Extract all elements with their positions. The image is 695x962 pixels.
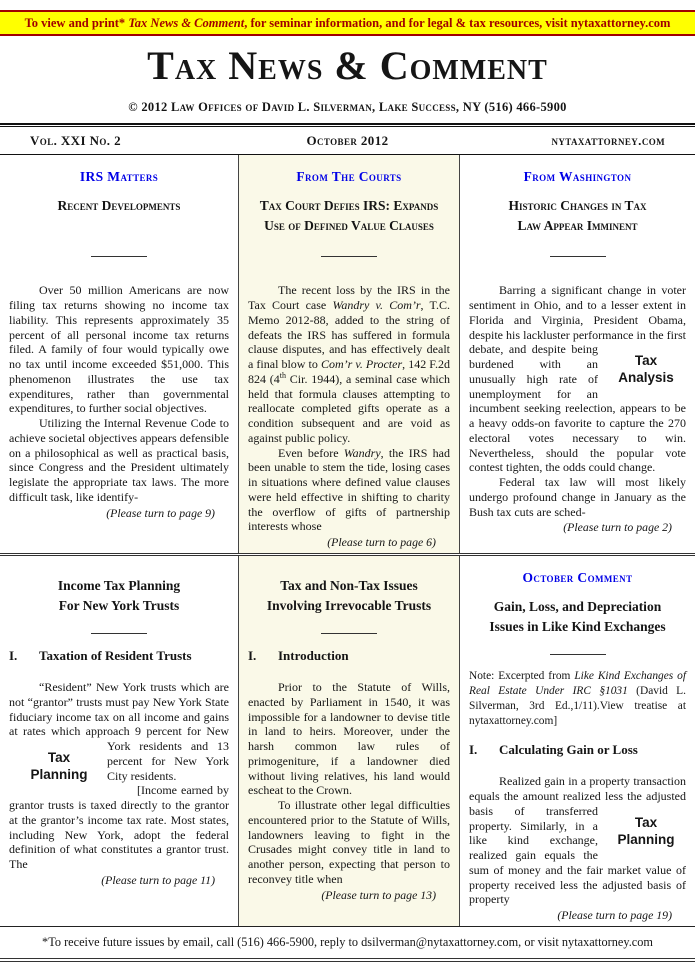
title-line: Involving Irrevocable Trusts <box>266 597 432 613</box>
pull-quote: Tax Analysis <box>618 353 674 386</box>
article-body <box>469 283 686 519</box>
section-title: Taxation of Resident Trusts <box>39 648 192 664</box>
issue-date: October 2012 <box>306 133 389 149</box>
section-number: I. <box>469 742 478 758</box>
title-line: Tax and Non-Tax Issues <box>280 578 418 593</box>
section-heading <box>248 648 450 664</box>
article-ny-trusts <box>0 556 238 926</box>
section-heading <box>9 648 229 664</box>
continuation-note: (Please turn to page 2) <box>563 520 672 535</box>
article-from-the-courts <box>238 155 460 553</box>
continuation-note: (Please turn to page 9) <box>106 505 215 520</box>
title-line: Issues in Like Kind Exchanges <box>489 618 666 634</box>
continuation-note: (Please turn to page 11) <box>101 872 215 887</box>
paragraph: “Resident” New York trusts which are not “grantor” trusts must pay New York State fiduciary income tax on all income and gains at rates which approach 9 percent for New Tax Planning York residents and 13 percent for New York City residents. <box>9 680 229 783</box>
newsletter-title: Tax News & Comment <box>147 43 548 89</box>
article-title <box>248 576 450 615</box>
article-title <box>469 196 686 236</box>
paragraph: Even before Wandry, the IRS had been unable to stem the tide, losing cases in situations where defined value clauses were held effective in shifting to charity the overflow of gifts of partnership interests whose <box>248 445 450 534</box>
article-body <box>9 283 229 504</box>
page-bottom-rule <box>0 958 695 962</box>
article-irrevocable-trusts <box>238 556 460 926</box>
article-title <box>9 196 229 236</box>
subscription-footnote: *To receive future issues by email, call (516) 466-5900, reply to dsilverman@nytaxattorney.com, or visit nytaxattorney.com <box>42 935 653 950</box>
title-rule <box>321 633 377 634</box>
paragraph: Utilizing the Internal Revenue Code to achieve societal objectives appears defensible on a philosophical as well as practical basis, since Congress and the President ultimately legislate the appropriate tax laws. The more difficult task, like identify- <box>9 416 229 504</box>
lower-article-row <box>0 556 695 926</box>
section-number: I. <box>248 648 257 664</box>
volume-number: Vol. XXI No. 2 <box>30 133 121 149</box>
title-rule <box>550 256 606 257</box>
title-line: Income Tax Planning <box>57 578 181 593</box>
paragraph: Realized gain in a property transaction equals the amount realized less the adjusted Tax Planning basis of transferred property. Similarly, in a like kind exchange, realized gain equals the sum of money and the fair market value of property received less the adjusted basis of property <box>469 774 686 907</box>
article-title <box>9 576 229 615</box>
title-rule <box>91 633 147 634</box>
paragraph: Over 50 million Americans are now filing tax returns showing no income tax liability. This represents approximately 35 percent of all personal income tax returns filed. A family of four would typically owe no tax until income exceeded $51,000. This phenomenon illustrates the use tax expenditures, rather than governmental expenditures, to further social objectives. <box>9 283 229 416</box>
category-heading: October Comment <box>522 570 633 585</box>
title-line: Historic Changes in Tax <box>508 198 647 214</box>
article-october-comment <box>460 556 695 926</box>
title-rule <box>321 256 377 257</box>
section-title: Introduction <box>278 648 349 664</box>
article-irs-matters <box>0 155 238 553</box>
continuation-note: (Please turn to page 13) <box>321 887 436 902</box>
section-number: I. <box>9 648 18 664</box>
website-url: nytaxattorney.com <box>551 133 666 149</box>
continuation-note: (Please turn to page 6) <box>327 535 436 549</box>
category-heading: From The Courts <box>296 169 402 185</box>
article-title <box>248 196 450 236</box>
article-body <box>248 680 450 887</box>
paragraph: Federal tax law will most likely undergo profound change in January as the Bush tax cuts are sched- <box>469 475 686 519</box>
article-body <box>248 283 450 534</box>
top-banner: To view and print* Tax News & Comment, for seminar information, and for legal & tax resources, visit nytaxattorney.com <box>0 10 695 36</box>
copyright-line: © 2012 Law Offices of David L. Silverman, Lake Success, NY (516) 466-5900 <box>128 100 567 115</box>
title-rule <box>550 654 606 655</box>
article-from-washington <box>460 155 695 553</box>
paragraph: [Income earned by grantor trusts is taxed directly to the grantor at the grantor’s income tax rate. Most states, including New York, adopt the federal definition of what constitutes a grantor trust. The <box>9 783 229 872</box>
title-line: Law Appear Imminent <box>517 217 638 233</box>
title-line: Use of Defined Value Clauses <box>264 217 434 233</box>
title-line: Recent Developments <box>57 198 181 214</box>
section-heading <box>469 742 686 758</box>
pull-quote: Tax Planning <box>617 814 675 847</box>
title-line: Tax Court Defies IRS: Expands <box>259 198 439 214</box>
continuation-note: (Please turn to page 19) <box>557 908 672 923</box>
section-title: Calculating Gain or Loss <box>499 742 638 758</box>
paragraph: Barring a significant change in voter sentiment in Ohio, and to a lesser extent in Florida and Virginia, President Obama, despite his lackluster performance in the first debate, Tax Analysis and despite being burdened with an unusually high rate of unemployment for an incumbent seeking reelection, appears to be a heavy odds-on favorite to capture the 270 electoral votes necessary to win. Nevertheless, should the popular vote contest tighten, the odds could change. <box>469 283 686 475</box>
paragraph: To illustrate other legal difficulties encountered prior to the Statute of Wills, landowners leaving to fight in the Crusades might convey title in land to another person, expecting that person to reconvey title when <box>248 798 450 886</box>
pull-quote: Tax Planning <box>30 750 88 782</box>
article-title <box>469 597 686 636</box>
upper-article-row <box>0 155 695 553</box>
title-line: For New York Trusts <box>58 597 180 613</box>
title-line: Gain, Loss, and Depreciation <box>493 599 662 614</box>
paragraph: The recent loss by the IRS in the Tax Court case Wandry v. Com’r, T.C. Memo 2012-88, added to the string of defeats the IRS has suffered in formula clause disputes, and has effectively dealt a final blow to Com’r v. Procter, 142 F.2d 824 (4th Cir. 1944), a seminal case which held that formula clauses attempting to reallocate completed gifts operate as a condition subsequent and are void as against public policy. <box>248 283 451 445</box>
excerpt-note: Note: Excerpted from Like Kind Exchanges of Real Estate Under IRC §1031 (David L. Silverman, 3rd Ed.,1/11).View treatise at nytaxattorney.com] <box>469 670 686 727</box>
title-rule <box>91 256 147 257</box>
issue-bar <box>0 127 695 154</box>
category-heading: From Washington <box>523 169 632 185</box>
article-body <box>469 774 686 907</box>
category-heading: IRS Matters <box>79 169 159 185</box>
paragraph: Prior to the Statute of Wills, enacted by Parliament in 1540, it was impossible for a landowner to devise title in land to heirs. Moreover, under the harsh common law rules of primogeniture, if a landowner died without living relatives, his land would escheat to the Crown. <box>248 680 450 798</box>
article-body <box>9 680 229 872</box>
